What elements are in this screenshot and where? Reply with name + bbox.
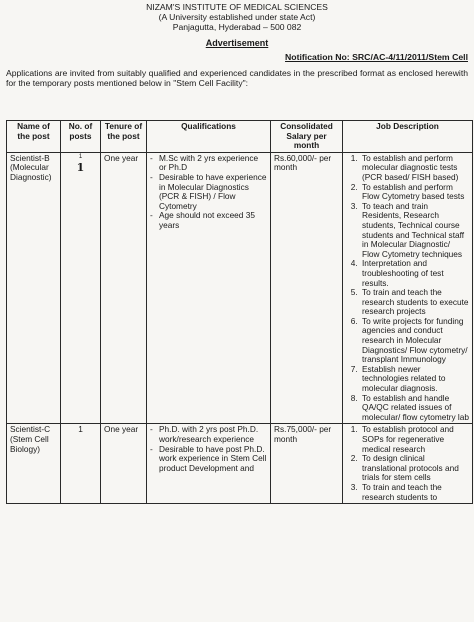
qualification-item: - M.Sc with 2 yrs experience or Ph.D: [150, 154, 267, 173]
salary: Rs.75,000/- per month: [271, 424, 343, 504]
job-item: 1. To establish and perform molecular diagnostic tests (PCR based/ FISH based): [360, 154, 469, 183]
header-job-description: Job Description: [343, 121, 473, 153]
job-item: 8. To establish and handle QA/QC related issues of molecular/ flow cytometry lab: [360, 394, 469, 423]
institute-subtitle: (A University established under state Act): [158, 12, 316, 23]
job-item: 3. To train and teach the research students to: [360, 483, 469, 502]
job-description: [343, 152, 473, 424]
post-name: Scientist-C (Stem Cell Biology): [7, 424, 61, 504]
table-row: [7, 424, 473, 504]
post-name: Scientist-B (Molecular Diagnostic): [7, 152, 61, 424]
header-salary: Consolidated Salary per month: [271, 121, 343, 153]
intro-paragraph: Applications are invited from suitably qualified and experienced candidates in the prescribed format as enclosed herewith for the temporary posts mentioned below in "Stem Cell Facility":: [6, 67, 468, 89]
num-posts: [61, 152, 101, 424]
job-item: 3. To teach and train Residents, Research students, Technical course students and Technical staff in Molecular Diagnostic/ Flow Cytometry techniques: [360, 202, 469, 260]
advertisement-title: Advertisement: [205, 37, 269, 48]
qualifications: [147, 424, 271, 504]
qualification-item: - Age should not exceed 35 years: [150, 211, 267, 230]
header-qualifications: Qualifications: [147, 121, 271, 153]
institute-header: [0, 0, 474, 33]
institute-name: NIZAM'S INSTITUTE OF MEDICAL SCIENCES: [146, 2, 328, 12]
num-posts: 1: [61, 424, 101, 504]
table-row: [7, 152, 473, 424]
job-item: 6. To write projects for funding agencies and conduct research in Molecular Diagnostics/ Flow cytometry/ transplant Immunology: [360, 317, 469, 365]
qualification-item: - Ph.D. with 2 yrs post Ph.D. work/research experience: [150, 425, 267, 444]
institute-address: Panjagutta, Hyderabad – 500 082: [172, 22, 302, 33]
posts-handwritten: 1: [76, 160, 85, 174]
qualification-item: - Desirable to have post Ph.D. work experience in Stem Cell product Development and: [150, 445, 267, 474]
job-item: 5. To train and teach the research students to execute research projects: [360, 288, 469, 317]
job-item: 4. Interpretation and troubleshooting of test results.: [360, 259, 469, 288]
header-tenure: Tenure of the post: [101, 121, 147, 153]
tenure: One year: [101, 424, 147, 504]
posts-table: [6, 120, 473, 504]
tenure: One year: [101, 152, 147, 424]
job-item: 1. To establish protocol and SOPs for regenerative medical research: [360, 425, 469, 454]
posts-printed: 1: [78, 153, 83, 160]
job-item: 2. To design clinical translational protocols and trials for stem cells: [360, 454, 469, 483]
header-num-posts: No. of posts: [61, 121, 101, 153]
header-post-name: Name of the post: [7, 121, 61, 153]
job-description: [343, 424, 473, 504]
salary: Rs.60,000/- per month: [271, 152, 343, 424]
qualifications: [147, 152, 271, 424]
notification-number: Notification No: SRC/AC-4/11/2011/Stem Cell: [285, 51, 468, 62]
qualification-item: - Desirable to have experience in Molecular Diagnostics (PCR & FISH) / Flow Cytometry: [150, 173, 267, 211]
job-item: 7. Establish newer technologies related to molecular diagnosis.: [360, 365, 469, 394]
job-item: 2. To establish and perform Flow Cytometry based tests: [360, 183, 469, 202]
table-header-row: [7, 121, 473, 153]
